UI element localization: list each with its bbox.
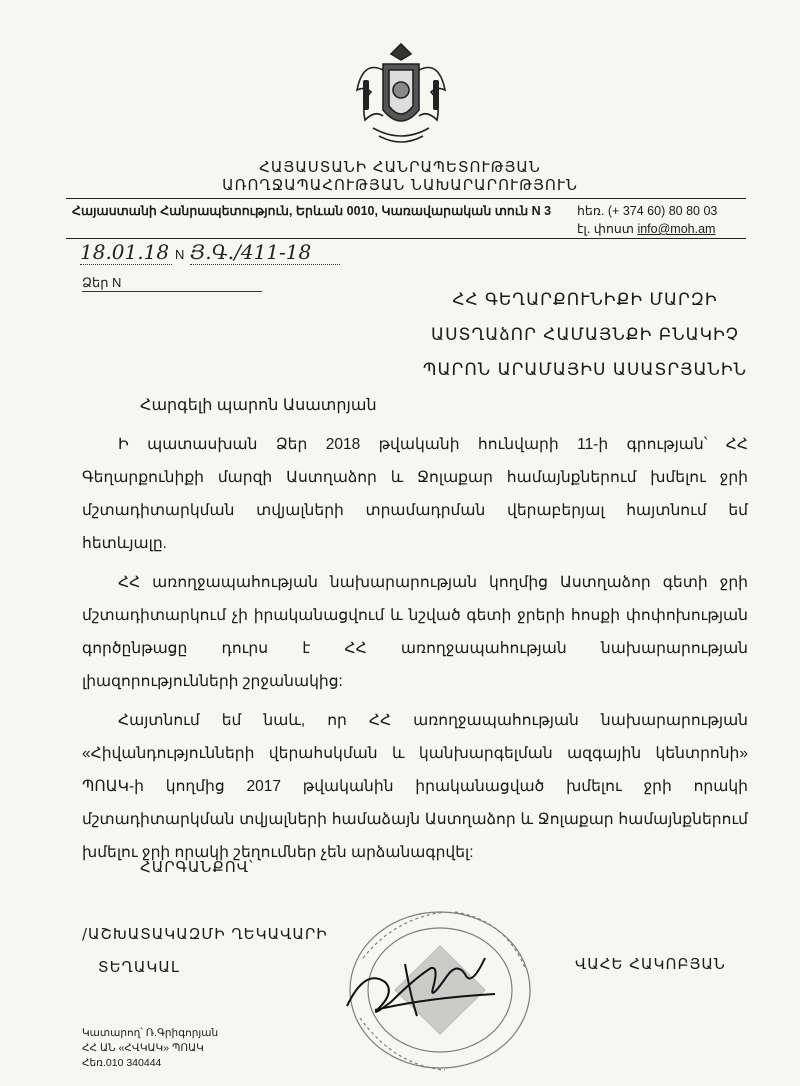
body-paragraph-2: ՀՀ առողջապահության նախարարության կողմից Աստղաձոր գետի ջրի մշտադիտարկում չի իրականացվում և նշված գետի ջրերի հոսքի փոփոխության գործընթացը դուրս է ՀՀ առողջապահության նախարարության լիազորությունների շրջանակից: [82,574,748,690]
email-label: էլ. փոստ [577,222,634,236]
email-link[interactable]: info@moh.am [637,222,716,236]
ministry-email-line [577,221,715,236]
official-stamp-and-signature [335,898,540,1078]
body-paragraph-3: Հայտնում եմ նաև, որ ՀՀ առողջապահության նախարարության «Հիվանդությունների վերահսկման և կանխարգելման ազգային կենտրոնի» ՊՈԱԿ-ի կողմից 2017 թվականին իրականացված խմելու ջրի որակի մշտադիտարկման տվյալների համաձայն Աստղաձոր և Ջոլաքար համայնքներում խմելու ջրի որակի շեղումներ չեն արձանագրվել: [82,712,748,861]
header-divider-top [66,198,746,199]
ministry-address: Հայաստանի Հանրապետություն, Երևան 0010, Կառավարական տուն N 3 [72,204,552,218]
addressee-line1: ՀՀ ԳԵՂԱՐՔՈՒՆԻՔԻ ՄԱՐԶԻ [452,290,718,310]
body-paragraph-1: Ի պատասխան Ձեր 2018 թվականի հունվարի 11-ի գրության՝ ՀՀ Գեղարքունիքի մարզի Աստղաձոր և Ջոլաքար համայնքներում խմելու ջրի մշտադիտարկման տվյալների տրամադրման վերաբերյալ հայտնում եմ հետևյալը. [82,436,748,552]
signer-title-line1: /ԱՇԽԱՏԱԿԱԶՄԻ ՂԵԿԱՎԱՐԻ [82,925,328,943]
salutation: Հարգելի պարոն Ասատրյան [140,397,377,414]
letter-number-label: N [175,247,185,262]
letter-date: 18.01.18 [80,240,172,265]
your-number-field [82,275,262,292]
ministry-name-line2: ԱՌՈՂՋԱՊԱՀՈՒԹՅԱՆ ՆԱԽԱՐԱՐՈՒԹՅՈՒՆ [222,176,578,194]
executor-name: Կատարող՝ Ռ.Գրիգորյան [82,1027,219,1039]
footer-block [82,1026,218,1071]
letter-number: Յ.Գ./411-18 [190,240,340,265]
coat-of-arms-emblem [353,40,449,152]
addressee-line3: ՊԱՐՈՆ ԱՐԱՄԱՅԻՍ ԱՍԱՏՐՅԱՆԻՆ [422,360,748,380]
ministry-name-line1: ՀԱՅԱՍՏԱՆԻ ՀԱՆՐԱՊԵՏՈՒԹՅԱՆ [259,158,541,176]
executor-organization: ՀՀ ԱՆ «ՀՎԿԱԿ» ՊՈԱԿ [82,1042,204,1054]
signer-name: ՎԱՀԵ ՀԱԿՈԲՅԱՆ [575,955,726,973]
ministry-phone: հեռ. (+ 374 60) 80 80 03 [577,204,718,218]
signer-title-line2: ՏԵՂԱԿԱԼ [98,958,180,976]
your-number-label: Ձեր N [82,275,122,290]
closing-regards: ՀԱՐԳԱՆՔՈՎ՝ [140,858,254,876]
executor-phone: Հեռ.010 340444 [82,1057,162,1069]
addressee-line2: ԱՍՏՂԱձՈՐ ՀԱՄԱՅՆՔԻ ԲՆԱԿԻՉ [431,325,739,345]
letter-body [82,428,748,869]
header-divider-bottom [66,238,746,239]
